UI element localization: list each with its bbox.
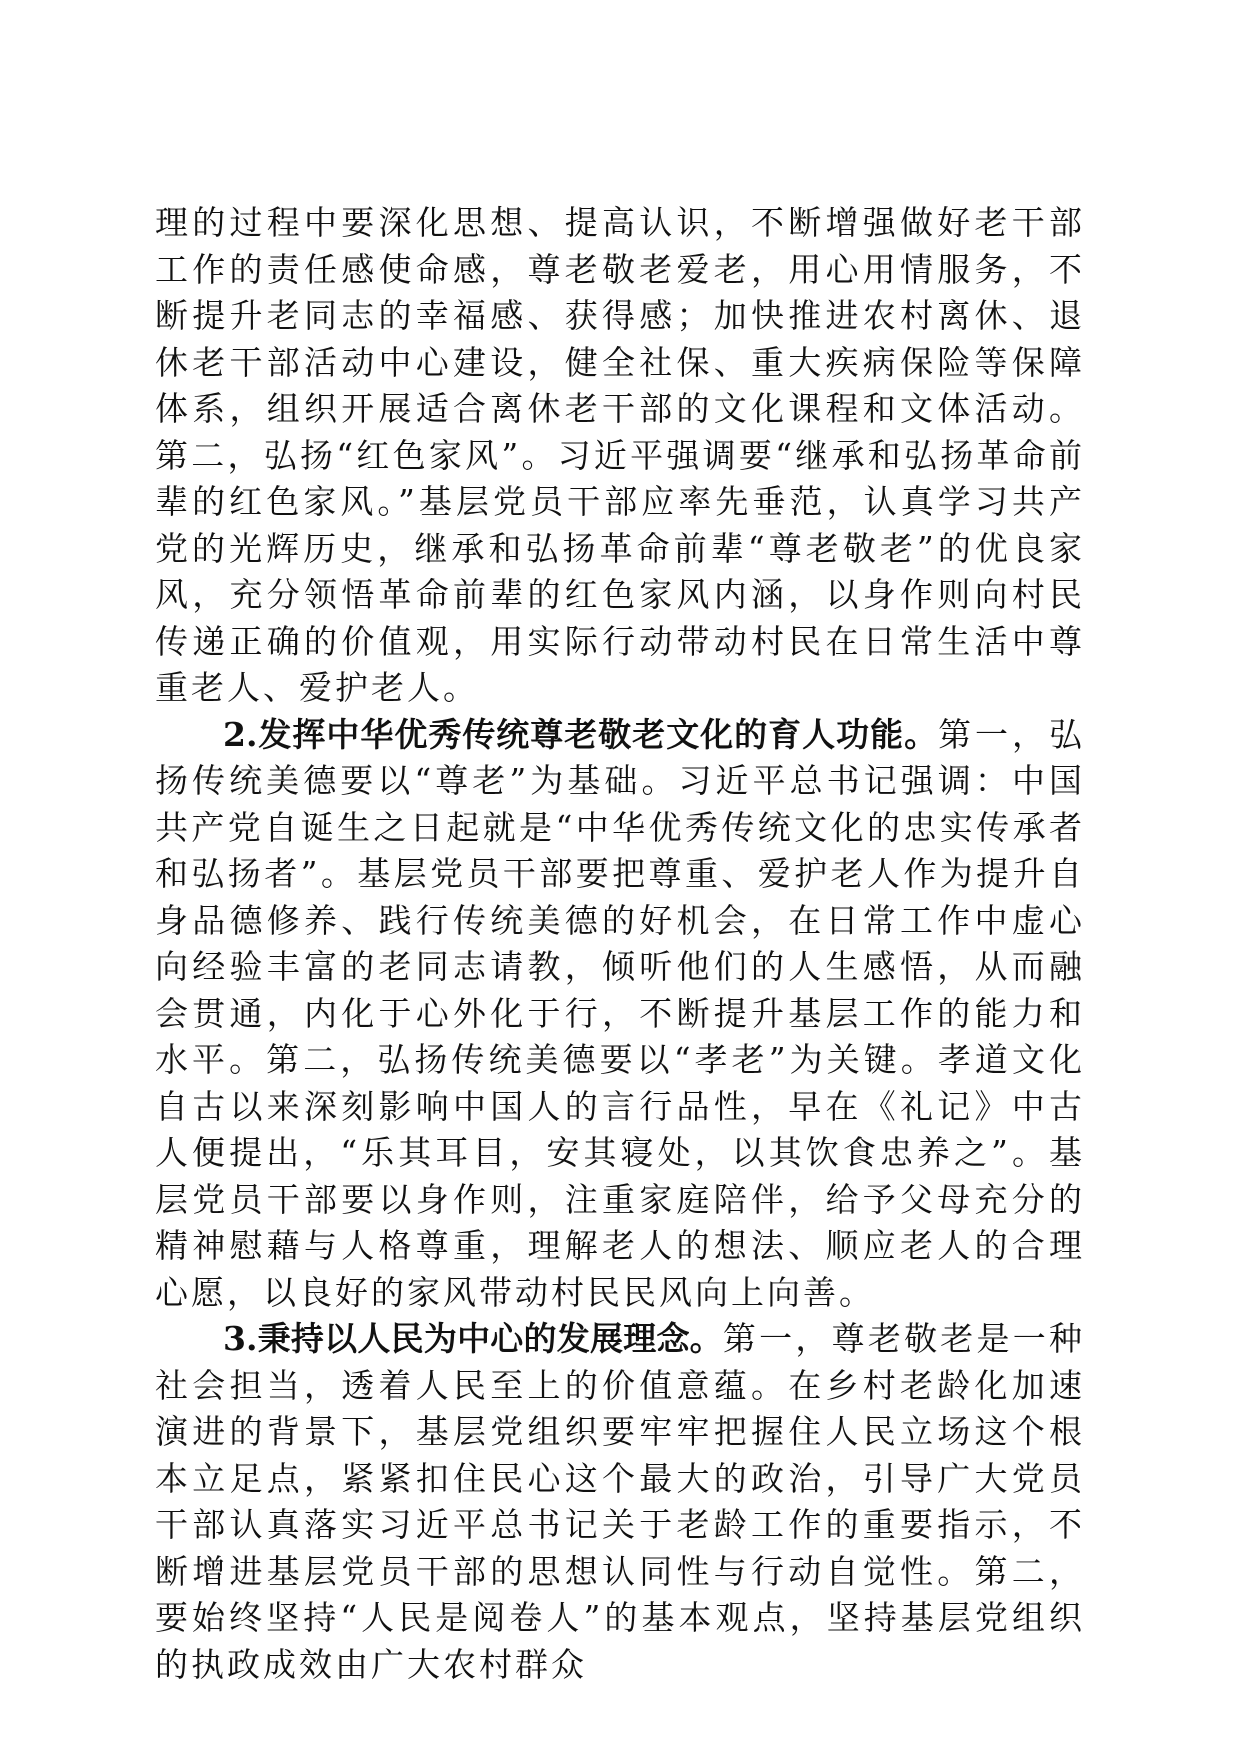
- section-heading-2: 2.发挥中华优秀传统尊老敬老文化的育人功能。: [223, 714, 939, 754]
- document-body: [155, 200, 1085, 1688]
- paragraph-3: [155, 1316, 1085, 1688]
- paragraph-2-text: 第一，弘扬传统美德要以“尊老”为基础。习近平总书记强调：中国共产党自诞生之日起就是“中华优秀传统文化的忠实传承者和弘扬者”。基层党员干部要把尊重、爱护老人作为提升自身品德修养、践行传统美德的好机会，在日常工作中虚心向经验丰富的老同志请教，倾听他们的人生感悟，从而融会贯通，内化于心外化于行，不断提升基层工作的能力和水平。第二，弘扬传统美德要以“孝老”为关键。孝道文化自古以来深刻影响中国人的言行品性，早在《礼记》中古人便提出，“乐其耳目，安其寝处，以其饮食忠养之”。基层党员干部要以身作则，注重家庭陪伴，给予父母充分的精神慰藉与人格尊重，理解老人的想法、顺应老人的合理心愿，以良好的家风带动村民民风向上向善。: [155, 714, 1086, 1312]
- paragraph-3-text: 第一，尊老敬老是一种社会担当，透着人民至上的价值意蕴。在乡村老龄化加速演进的背景下，基层党组织要牢牢把握住人民立场这个根本立足点，紧紧扣住民心这个最大的政治，引导广大党员干部认真落实习近平总书记关于老龄工作的重要指示，不断增进基层党员干部的思想认同性与行动自觉性。第二，要始终坚持“人民是阅卷人”的基本观点，坚持基层党组织的执政成效由广大农村群众: [155, 1319, 1086, 1684]
- paragraph-2: [155, 712, 1085, 1317]
- paragraph-1-text: 理的过程中要深化思想、提高认识，不断增强做好老干部工作的责任感使命感，尊老敬老爱老，用心用情服务，不断提升老同志的幸福感、获得感；加快推进农村离休、退休老干部活动中心建设，健全社保、重大疾病保险等保障体系，组织开展适合离休老干部的文化课程和文体活动。第二，弘扬“红色家风”。习近平强调要“继承和弘扬革命前辈的红色家风。”基层党员干部应率先垂范，认真学习共产党的光辉历史，继承和弘扬革命前辈“尊老敬老”的优良家风，充分领悟革命前辈的红色家风内涵，以身作则向村民传递正确的价值观，用实际行动带动村民在日常生活中尊重老人、爱护老人。: [155, 203, 1085, 707]
- section-heading-3: 3.秉持以人民为中心的发展理念。: [223, 1319, 723, 1358]
- paragraph-1: [155, 200, 1085, 712]
